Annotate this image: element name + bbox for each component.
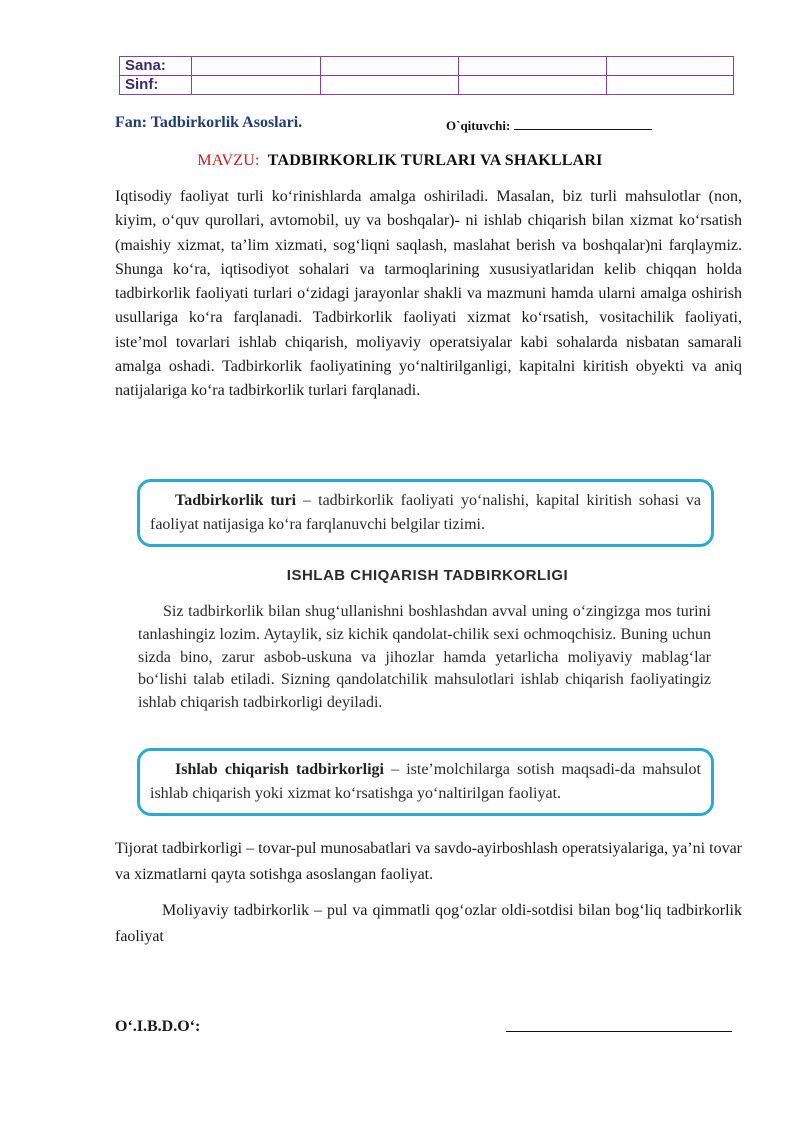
date-cell[interactable] — [459, 57, 607, 76]
teacher-field — [446, 117, 652, 134]
teacher-label: O`qituvchi: — [446, 118, 511, 133]
topic-title: TADBIRKORLIK TURLARI VA SHAKLLARI — [267, 152, 603, 169]
topic-heading — [0, 152, 800, 170]
definition-text: – tadbirkorlik faoliyati yo‘nalishi, kapital kiritish sohasi va faoliyat natijasiga ko‘ra farqlanuvchi belgilar tizimi. — [150, 492, 702, 533]
class-cell[interactable] — [607, 76, 734, 95]
commerce-paragraph: Tijorat tadbirkorligi – tovar-pul munosabatlari va savdo-ayirboshlash operatsiyalariga, ya’ni tovar va xizmatlarni qayta sotishga asoslangan faoliyat. — [115, 840, 742, 883]
production-paragraph: Siz tadbirkorlik bilan shug‘ullanishni boshlashdan avval uning o‘zingizga mos turini tanlashingiz lozim. Aytaylik, siz kichik qandolat-chilik sexi ochmoqchisiz. Buning uchun sizda bino, zarur asbob-uskuna va jihozlar hamda yetarlicha moliyaviy mablag‘lar bo‘lishi talab etiladi. Sizning qandolatchilik mahsulotlari ishlab chiqarish faoliyatingiz ishlab chiqarish tadbirkorligi deyiladi. — [138, 603, 711, 712]
intro-paragraph: Iqtisodiy faoliyat turli ko‘rinishlarda amalga oshiriladi. Masalan, biz turli mahsulotlar (non, kiyim, o‘quv qurollari, avtomobil, uy va boshqalar)- ni ishlab chiqarish bilan xizmat ko‘rsatish (maishiy xizmat, ta’lim xizmati, sog‘liqni saqlash, maslahat berish va boshqalar)ni farqlaymiz. Shunga ko‘ra, iqtisodiyot sohalari va tarmoqlarining xususiyatlaridan kelib chiqqan holda tadbirkorlik faoliyati turlari o‘zidagi jarayonlar shakli va mazmuni hamda ularni amalga oshirish usullariga ko‘ra farqlanadi. Tadbirkorlik faoliyati xizmat ko‘rsatish, vositachilik faoliyati, iste’mol tovarlari ishlab chiqarish, moliyaviy operatsiyalar kabi sohalarda nisbatan samarali amalga oshadi. Tadbirkorlik faoliyatining yo‘naltirilganligi, kapitalni kiritish obyekti va aniq natijalariga ko‘ra tadbirkorlik turlari farqlanadi. — [115, 188, 742, 400]
date-cell[interactable] — [192, 57, 321, 76]
definition-box-tadbirkorlik-turi — [137, 479, 714, 547]
date-class-table — [119, 56, 734, 95]
section-title: ISHLAB CHIQARISH TADBIRKORLIGI — [286, 567, 569, 584]
subject-title: Fan: Tadbirkorlik Asoslari. — [115, 114, 303, 131]
definition-term: Tadbirkorlik turi — [175, 492, 297, 509]
definition-box-ishlab-chiqarish — [137, 748, 714, 816]
date-cell[interactable] — [607, 57, 734, 76]
definition-term: Ishlab chiqarish tadbirkorligi — [175, 761, 384, 778]
date-cell[interactable] — [321, 57, 459, 76]
class-row — [120, 76, 734, 95]
signature-line[interactable] — [506, 1031, 732, 1032]
teacher-blank-line[interactable] — [514, 117, 652, 130]
topic-prefix: MAVZU: — [197, 152, 260, 169]
definition-text: – iste’molchilarga sotish maqsadi-da mahsulot ishlab chiqarish yoki xizmat ko‘rsatishga yo‘naltirilgan faoliyat. — [150, 761, 702, 802]
class-cell[interactable] — [459, 76, 607, 95]
date-row — [120, 57, 734, 76]
class-cell[interactable] — [321, 76, 459, 95]
finance-paragraph: Moliyaviy tadbirkorlik – pul va qimmatli qog‘ozlar oldi-sotdisi bilan bog‘liq tadbirkorlik faoliyat — [115, 902, 742, 945]
class-cell[interactable] — [192, 76, 321, 95]
date-label: Sana: — [120, 57, 192, 76]
signature-label: O‘.I.B.D.O‘: — [115, 1018, 201, 1035]
class-label: Sinf: — [120, 76, 192, 95]
